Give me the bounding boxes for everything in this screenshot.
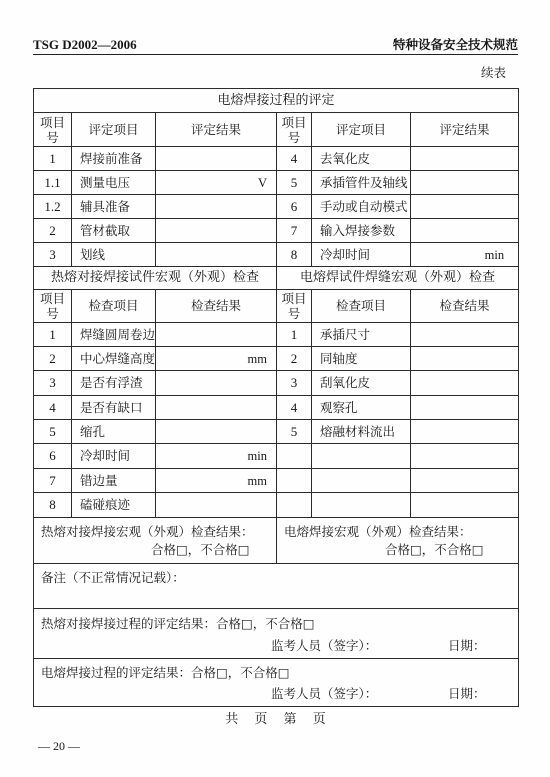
result-cell <box>411 371 519 396</box>
empty-cell <box>277 469 312 493</box>
result-cell <box>411 323 519 347</box>
result-cell <box>156 323 277 347</box>
table-row <box>34 444 519 469</box>
item-no: 2 <box>34 347 72 371</box>
empty-cell <box>411 469 519 493</box>
table-row <box>34 493 519 518</box>
electrofusion-process-result-row <box>34 659 519 707</box>
item-no: 5 <box>34 420 72 444</box>
item-name: 是否有缺口 <box>72 396 156 420</box>
item-name: 中心焊缝高度 <box>72 347 156 371</box>
inspector-signature-label: 监考人员（签字）： <box>271 686 378 701</box>
result-cell <box>156 219 277 243</box>
result-cell <box>411 195 519 219</box>
continued-table-label: 续表 <box>480 65 506 80</box>
fusion-process-title: 电熔焊接过程的评定 <box>34 89 519 113</box>
item-name: 冷却时间 <box>312 243 411 267</box>
butt-fusion-process-result-row <box>34 609 519 659</box>
butt-fusion-macro-result-cell <box>34 518 277 564</box>
standard-code: TSG D2002—2006 <box>33 37 137 52</box>
empty-cell <box>312 444 411 469</box>
item-name: 辅具准备 <box>72 195 156 219</box>
empty-cell <box>312 469 411 493</box>
item-name: 冷却时间 <box>72 444 156 469</box>
item-name: 承插管件及轴线 <box>312 171 411 195</box>
item-name: 是否有浮渣 <box>72 371 156 396</box>
column-header-check-item: 检查项目 <box>72 290 156 323</box>
item-no: 8 <box>277 243 312 267</box>
item-no: 2 <box>277 347 312 371</box>
item-name: 管材截取 <box>72 219 156 243</box>
butt-fusion-process-result-cell <box>34 609 519 659</box>
table-row <box>34 195 519 219</box>
column-header-item-no: 项目号 <box>281 114 307 145</box>
empty-cell <box>277 493 312 518</box>
header-cell-item-no <box>277 113 312 147</box>
item-no: 3 <box>34 371 72 396</box>
table-row <box>34 323 519 347</box>
item-no: 3 <box>34 243 72 267</box>
electrofusion-macro-check-title: 电熔焊试件焊缝宏观（外观）检查 <box>277 267 519 290</box>
electrofusion-process-result-label: 电熔焊接过程的评定结果：合格□，不合格□ <box>41 665 290 680</box>
item-no: 4 <box>277 147 312 171</box>
item-name: 去氧化皮 <box>312 147 411 171</box>
item-name: 输入焊接参数 <box>312 219 411 243</box>
table-row <box>34 347 519 371</box>
header-cell-item-no <box>34 113 72 147</box>
pass-fail-options: 合格□，不合格□ <box>151 542 250 557</box>
item-no: 1.1 <box>34 171 72 195</box>
result-cell <box>156 420 277 444</box>
item-name: 观察孔 <box>312 396 411 420</box>
result-cell <box>156 371 277 396</box>
empty-cell <box>277 444 312 469</box>
item-no: 1 <box>277 323 312 347</box>
fusion-process-title-row <box>34 89 519 113</box>
item-no: 5 <box>277 420 312 444</box>
table-row <box>34 243 519 267</box>
column-header-check-item: 检查项目 <box>312 290 411 323</box>
item-name: 焊缝圆周卷边 <box>72 323 156 347</box>
result-cell <box>411 420 519 444</box>
butt-fusion-process-result-label: 热熔对接焊接过程的评定结果：合格□，不合格□ <box>41 616 315 631</box>
column-header-result: 评定结果 <box>411 113 519 147</box>
item-no: 2 <box>34 219 72 243</box>
item-no: 6 <box>277 195 312 219</box>
electrofusion-macro-result-label: 电熔焊接宏观（外观）检查结果： <box>284 524 472 539</box>
column-header-check-result: 检查结果 <box>411 290 519 323</box>
column-header-item-no: 项目号 <box>39 114 65 145</box>
date-label: 日期： <box>448 686 486 701</box>
remarks-row <box>34 564 519 609</box>
result-cell <box>411 219 519 243</box>
inspector-signature-label: 监考人员（签字）： <box>271 638 378 653</box>
result-cell <box>411 396 519 420</box>
electrofusion-process-result-cell <box>34 659 519 707</box>
table-row <box>34 171 519 195</box>
result-cell <box>156 493 277 518</box>
result-unit: mm <box>156 347 277 371</box>
page-number: — 20 — <box>38 739 80 753</box>
column-header-item-no: 项目号 <box>39 291 65 321</box>
item-no: 6 <box>34 444 72 469</box>
item-name: 焊接前准备 <box>72 147 156 171</box>
column-header-item: 评定项目 <box>72 113 156 147</box>
result-cell <box>156 147 277 171</box>
empty-cell <box>411 493 519 518</box>
column-header-result: 评定结果 <box>156 113 277 147</box>
signature-line <box>41 637 518 655</box>
pass-fail-options: 合格□，不合格□ <box>385 542 484 557</box>
result-unit: V <box>156 171 277 195</box>
butt-fusion-macro-result-label: 热熔对接焊接宏观（外观）检查结果： <box>41 524 254 539</box>
empty-cell <box>411 444 519 469</box>
column-header-item: 评定项目 <box>312 113 411 147</box>
item-no: 4 <box>34 396 72 420</box>
item-no: 1.2 <box>34 195 72 219</box>
item-no: 3 <box>277 371 312 396</box>
result-cell <box>411 147 519 171</box>
result-cell <box>411 347 519 371</box>
item-no: 7 <box>277 219 312 243</box>
standard-series-title: 特种设备安全技术规范 <box>392 37 518 52</box>
result-cell <box>156 396 277 420</box>
result-unit: min <box>411 243 519 267</box>
item-name: 手动或自动模式 <box>312 195 411 219</box>
item-no: 8 <box>34 493 72 518</box>
date-label: 日期： <box>448 638 486 653</box>
result-cell <box>156 195 277 219</box>
item-name: 划线 <box>72 243 156 267</box>
table-row <box>34 371 519 396</box>
item-name: 同轴度 <box>312 347 411 371</box>
empty-cell <box>312 493 411 518</box>
item-name: 承插尺寸 <box>312 323 411 347</box>
signature-line <box>41 685 518 703</box>
item-no: 5 <box>277 171 312 195</box>
macro-check-header-row <box>34 290 519 323</box>
macro-check-title-row <box>34 267 519 290</box>
electrofusion-macro-result-cell <box>277 518 519 564</box>
header-cell-item-no <box>34 290 72 323</box>
table-row <box>34 219 519 243</box>
table-row <box>34 469 519 493</box>
item-no: 1 <box>34 323 72 347</box>
result-unit: mm <box>156 469 277 493</box>
evaluation-form-table <box>33 88 519 707</box>
remarks-label: 备注（不正常情况记载）： <box>34 564 519 609</box>
table-row <box>34 147 519 171</box>
fusion-process-header-row <box>34 113 519 147</box>
result-cell <box>411 171 519 195</box>
macro-check-result-row <box>34 518 519 564</box>
item-no: 4 <box>277 396 312 420</box>
item-no: 7 <box>34 469 72 493</box>
column-header-item-no: 项目号 <box>281 291 307 321</box>
result-cell <box>156 243 277 267</box>
page-count: 共 页 第 页 <box>225 712 326 727</box>
header-cell-item-no <box>277 290 312 323</box>
item-name: 磕碰痕迹 <box>72 493 156 518</box>
result-unit: min <box>156 444 277 469</box>
column-header-check-result: 检查结果 <box>156 290 277 323</box>
item-name: 测量电压 <box>72 171 156 195</box>
header-rule <box>33 54 518 55</box>
table-row <box>34 420 519 444</box>
item-no: 1 <box>34 147 72 171</box>
butt-fusion-macro-check-title: 热熔对接焊接试件宏观（外观）检查 <box>34 267 277 290</box>
item-name: 错边量 <box>72 469 156 493</box>
item-name: 缩孔 <box>72 420 156 444</box>
table-row <box>34 396 519 420</box>
item-name: 熔融材料流出 <box>312 420 411 444</box>
item-name: 刮氧化皮 <box>312 371 411 396</box>
